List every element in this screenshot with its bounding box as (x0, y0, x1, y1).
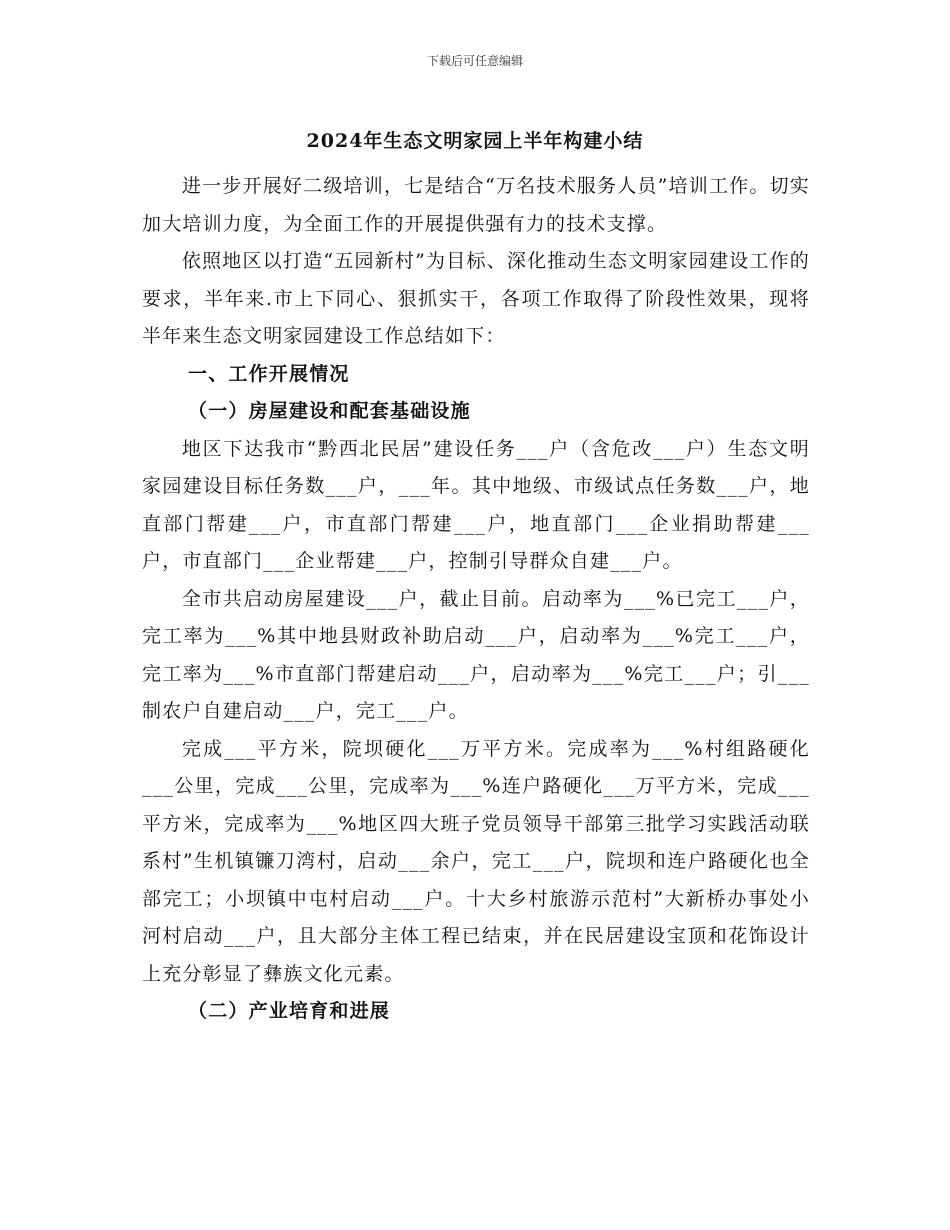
intro-paragraph-1: 进一步开展好二级培训，七是结合“万名技术服务人员”培训工作。切实加大培训力度，为全面工作的开展提供强有力的技术支撑。 (142, 175, 810, 235)
document-title: 2024年生态文明家园上半年构建小结 (306, 130, 644, 152)
subsection-heading-1: （一）房屋建设和配套基础设施 (188, 400, 471, 422)
housing-paragraph-3: 完成___平方米，院坝硬化___万平方米。完成率为___%村组路硬化___公里，完成___公里，完成率为___%连户路硬化___万平方米，完成___平方米，完成率为___%地区四大班子党员领导干部第三批学习实践活动联系村”生机镇镰刀湾村，启动___余户，完工___户，院坝和连户路硬化也全部完工；小坝镇中屯村启动___户。十大乡村旅游示范村”大新桥办事处小河村启动___户，且大部分主体工程已结束，并在民居建设宝顶和花饰设计上充分彰显了彝族文化元素。 (142, 737, 810, 985)
document-body (142, 168, 810, 1031)
section-heading-1: 一、工作开展情况 (188, 362, 350, 385)
housing-paragraph-2: 全市共启动房屋建设___户，截止目前。启动率为___%已完工___户，完工率为___%其中地县财政补助启动___户，启动率为___%完工___户，完工率为___%市直部门帮建启动___户，启动率为___%完工___户；引___制农户自建启动___户，完工___户。 (142, 587, 810, 722)
page-header: 下载后可任意编辑 (426, 54, 523, 68)
subsection-heading-2: （二）产业培育和进展 (188, 1000, 391, 1022)
housing-paragraph-1: 地区下达我市“黔西北民居”建设任务___户（含危改___户）生态文明家园建设目标任务数___户，___年。其中地级、市级试点任务数___户，地直部门帮建___户，市直部门帮建___户，地直部门___企业捐助帮建___户，市直部门___企业帮建___户，控制引导群众自建___户。 (142, 437, 810, 572)
intro-paragraph-2: 依照地区以打造“五园新村”为目标、深化推动生态文明家园建设工作的要求，半年来.市上下同心、狠抓实干，各项工作取得了阶段性效果，现将半年来生态文明家园建设工作总结如下： (142, 250, 810, 347)
